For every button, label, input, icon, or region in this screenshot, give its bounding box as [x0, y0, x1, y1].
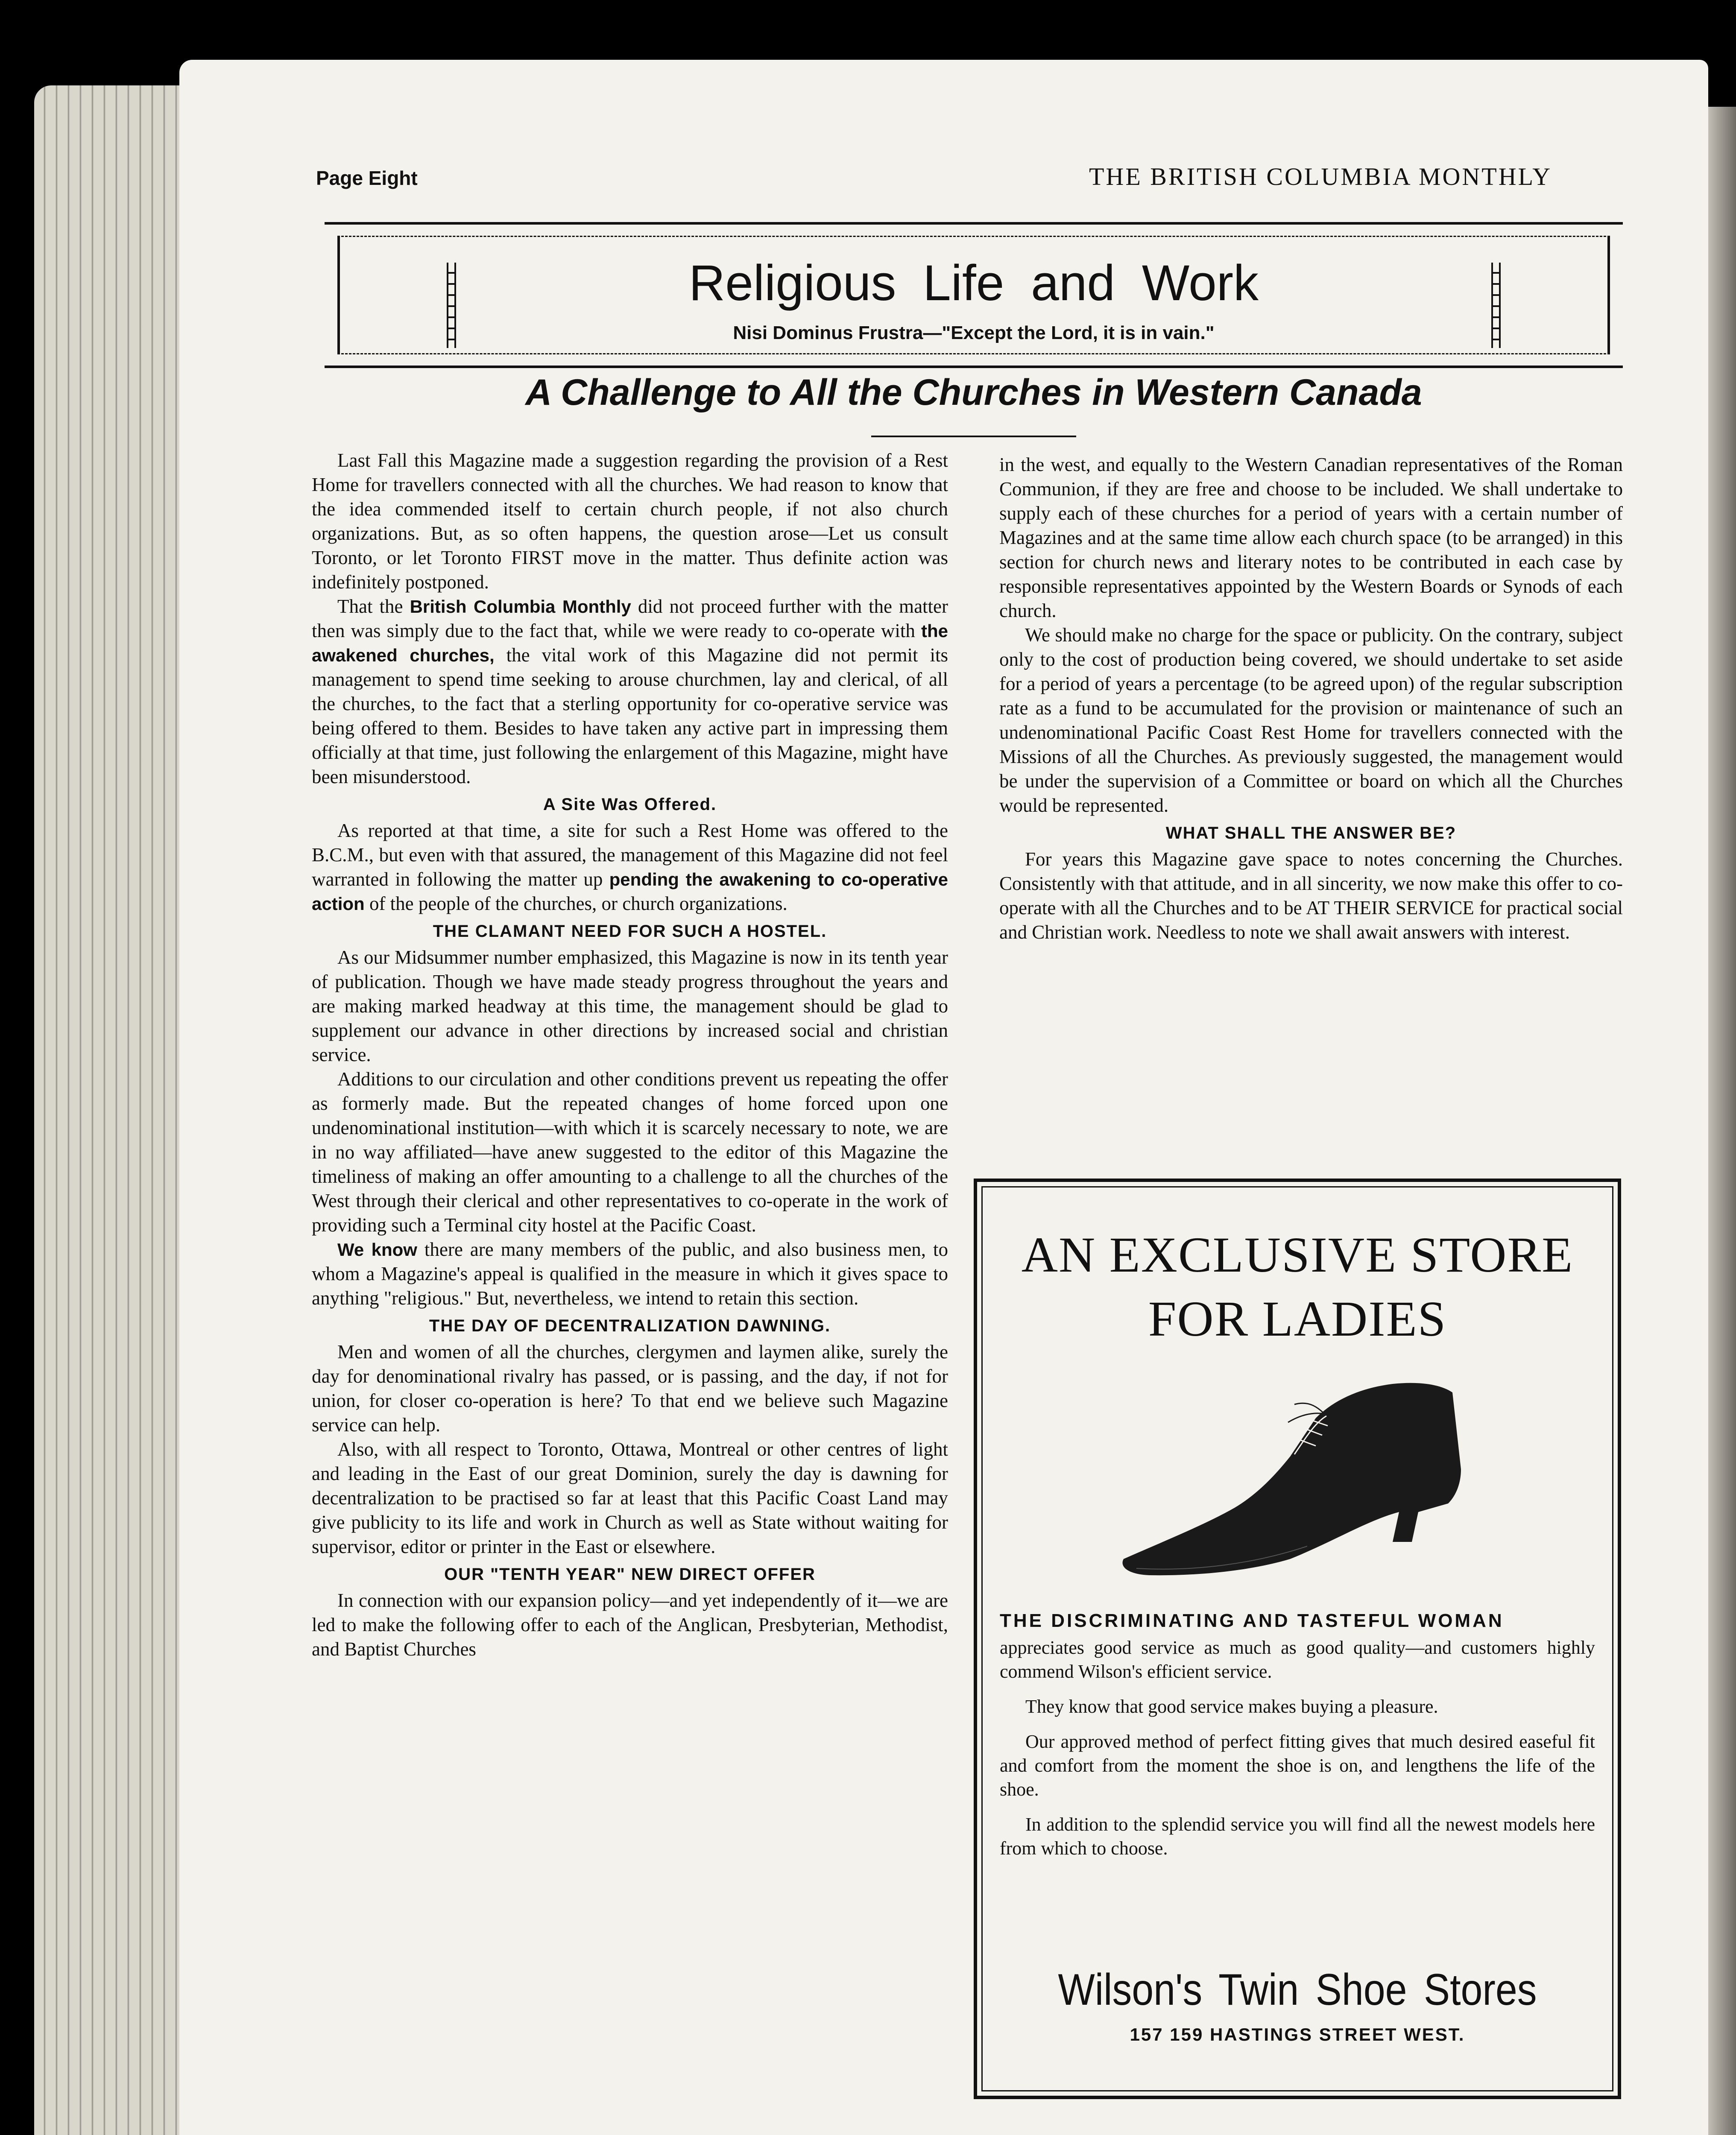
heading-rule — [871, 436, 1076, 437]
ad-paragraph: They know that good service makes buying a pleasure. — [1025, 1696, 1438, 1717]
ad-headline: FOR LADIES — [1148, 1291, 1447, 1347]
ad-address: 157 159 HASTINGS STREET WEST. — [1130, 2024, 1465, 2044]
ad-frame — [981, 1186, 1613, 2091]
paragraph: That the British Columbia Monthly did not proceed further with the matter then was simply due to the fact that, while we were ready to co-operate with the awakened churches, the vital work of this Magazine did not permit its management to spend time seeking to arouse churchmen, lay and clerical, of all the churches, to the fact that a sterling opportunity for co-operative service was being offered to them. Besides to have taken any active part in impressing them officially at that time, just following the enlargement of this Magazine, might have been misunderstood. — [312, 596, 948, 787]
subheading-tenth-year-offer: OUR "TENTH YEAR" NEW DIRECT OFFER — [444, 1565, 816, 1584]
subheading-answer: WHAT SHALL THE ANSWER BE? — [1165, 824, 1457, 842]
ladies-shoe-illustration — [1094, 1371, 1478, 1593]
banner-frame — [337, 236, 1610, 354]
article-column-left — [312, 448, 948, 1661]
paragraph: in the west, and equally to the Western Canadian representatives of the Roman Communion, if they are free and choose to be included. We shall undertake to supply each of these churches for a period of years with a certain number of Magazines and at the same time allow each church space (to be arranged) in this section for church news and literary notes to be contributed in each case by responsible representatives appointed by the Western Boards or Synods of each church. — [999, 454, 1623, 621]
section-banner — [325, 222, 1623, 368]
subheading-decentralization: THE DAY OF DECENTRALIZATION DAWNING. — [429, 1316, 831, 1335]
ad-paragraph: In addition to the splendid service you will find all the newest models here from which to choose. — [1000, 1814, 1595, 1859]
paragraph: We know there are many members of the public, and also business men, to whom a Magazine's appeal is qualified in the measure in which it gives space to anything "religious." But, nevertheless, we intend to retain this section. — [312, 1239, 948, 1309]
book-right-edge — [1704, 107, 1736, 2135]
subheading-site: A Site Was Offered. — [543, 795, 717, 814]
ad-headline: AN EXCLUSIVE STORE — [1021, 1227, 1574, 1283]
paragraph: For years this Magazine gave space to notes concerning the Churches. Consistently with that attitude, and in all sincerity, we now make this offer to co-operate with all the Churches and to be AT THEIR SERVICE for practical social and Christian work. Needless to note we shall await answers with interest. — [999, 848, 1623, 943]
article-column-right — [999, 453, 1623, 945]
paragraph: We should make no charge for the space or publicity. On the contrary, subject only to the cost of production being covered, we should undertake to set aside for a period of years a percentage (to be agreed upon) of the regular subscription rate as a fund to be accumulated for the provision or maintenance of such an undenominational Pacific Coast Rest Home for travellers connected with the Missions of all the Churches. As previously suggested, the management would be under the supervision of a Committee or board on which all the Churches would be represented. — [999, 624, 1623, 816]
ad-lead-line: THE DISCRIMINATING AND TASTEFUL WOMAN — [1000, 1610, 1504, 1631]
paragraph: Also, with all respect to Toronto, Ottawa, Montreal or other centres of light and leading in the East of our great Dominion, surely the day is dawning for decentralization to be practised so far at least that this Pacific Coast Land may give publicity to its life and work in Church as well as State without waiting for supervisor, editor or printer in the East or elsewhere. — [312, 1439, 948, 1557]
ad-store-name: Wilson's Twin Shoe Stores — [1058, 1965, 1537, 2015]
subheading-clamant-need: THE CLAMANT NEED FOR SUCH A HOSTEL. — [433, 922, 827, 941]
paragraph: In connection with our expansion policy—and yet independently of it—we are led to make the following offer to each of the Anglican, Presbyterian, Methodist, and Baptist Churches — [312, 1590, 948, 1660]
article-heading: A Challenge to All the Churches in Western Canada — [525, 372, 1422, 413]
paragraph: As reported at that time, a site for such a Rest Home was offered to the B.C.M., but even with that assured, the management of this Magazine did not feel warranted in following the matter up pending the awakening to co-operative action of the people of the churches, or church organizations. — [312, 820, 948, 914]
paragraph: Additions to our circulation and other conditions prevent us repeating the offer as formerly made. But the repeated changes of home forced upon one undenominational institution—with which it is scarcely necessary to note, we are in no way affiliated—have anew suggested to the editor of this Magazine the timeliness of making an offer amounting to a challenge to all the churches of the West through their clerical and other representatives to co-operate in the work of providing such a Terminal city hostel at the Pacific Coast. — [312, 1068, 948, 1236]
ad-paragraph: appreciates good service as much as good quality—and customers highly commend Wilson's efficient service. — [1000, 1637, 1595, 1682]
shoe-store-advertisement — [974, 1179, 1621, 2099]
ad-paragraph: Our approved method of perfect fitting gives that much desired easeful fit and comfort from the moment the shoe is on, and lengthens the life of the shoe. — [1000, 1731, 1595, 1800]
section-motto: Nisi Dominus Frustra—"Except the Lord, it is in vain." — [733, 322, 1215, 343]
ad-body — [1000, 1636, 1595, 1872]
page-number-label: Page Eight — [316, 167, 418, 189]
paragraph: As our Midsummer number emphasized, this Magazine is now in its tenth year of publication. Though we have made steady progress throughout the years and are making marked headway at this time, the management should be glad to supplement our advance in other directions by increased social and christian service. — [312, 947, 948, 1065]
paragraph: Last Fall this Magazine made a suggestion regarding the provision of a Rest Home for travellers connected with all the churches. We had reason to know that the idea commended itself to certain church people, if not also church organizations. But, as so often happens, the question arose—Let us consult Toronto, or let Toronto FIRST move in the matter. Thus definite action was indefinitely postponed. — [312, 450, 948, 593]
paragraph: Men and women of all the churches, clergymen and laymen alike, surely the day for denominational rivalry has passed, or is passing, and the day, if not for union, for closer co-operation is here? To that end we believe such Magazine service can help. — [312, 1341, 948, 1436]
section-title: Religious Life and Work — [688, 255, 1259, 311]
publication-title: THE BRITISH COLUMBIA MONTHLY — [1089, 163, 1552, 190]
